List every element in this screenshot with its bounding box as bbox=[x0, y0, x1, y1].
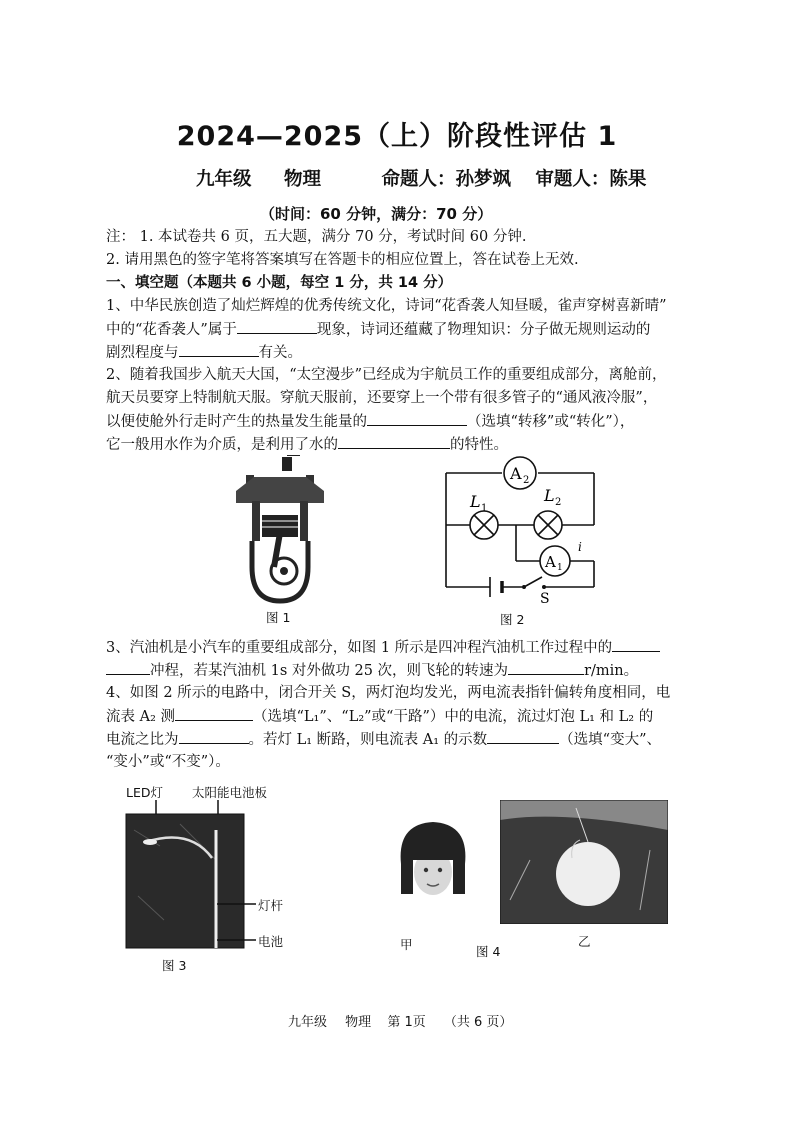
q1-line-1: 1、中华民族创造了灿烂辉煌的优秀传统文化，诗词“花香袭人知昼暖，雀声穿树喜新晴” bbox=[106, 298, 667, 314]
q1-text-b: 现象，诗词还蕴藏了物理知识：分子做无规则运动的 bbox=[316, 322, 651, 338]
q4-text-a: 流表 A₂ 测 bbox=[106, 709, 176, 725]
q3-line-2 bbox=[106, 660, 638, 681]
q4-text-b: （选填“L₁”、“L₂”或“干路”）中的电流，流过灯泡 L₁ 和 L₂ 的 bbox=[253, 709, 654, 725]
q4-text-d: 。若灯 L₁ 断路，则电流表 A₁ 的示数 bbox=[248, 732, 488, 748]
q4-line-4: “变小”或“不变”）。 bbox=[106, 754, 230, 770]
fig4-label-jia: 甲 bbox=[400, 937, 413, 952]
q3-text-c: r/min。 bbox=[584, 663, 639, 679]
current-label: i bbox=[578, 540, 582, 554]
answer-blank[interactable] bbox=[175, 706, 253, 721]
figure-1-caption: 图 1 bbox=[266, 610, 291, 625]
reviewer-label: 审题人：陈果 bbox=[535, 169, 647, 190]
figure-2-caption: 图 2 bbox=[500, 612, 525, 627]
cylinder-head bbox=[236, 477, 324, 503]
page-footer bbox=[288, 1011, 512, 1030]
note-line-1: 注： 1. 本试卷共 6 页，五大题，满分 70 分，考试时间 60 分钟. bbox=[106, 229, 527, 245]
figure-4-caption: 图 4 bbox=[476, 944, 501, 959]
q2-text-a: 以便使舱外行走时产生的热量发生能量的 bbox=[106, 414, 367, 430]
switch-s bbox=[524, 577, 542, 587]
q1-text-c: 剧烈程度与 bbox=[106, 345, 179, 361]
answer-blank[interactable] bbox=[508, 660, 584, 675]
figure-3-street-light bbox=[120, 800, 295, 952]
q2-line-2: 航天员要穿上特制航天服。穿航天服前，还要穿上一个带有很多管子的“通风液冷服”， bbox=[106, 390, 658, 406]
answer-blank[interactable] bbox=[179, 729, 249, 744]
ammeter-a1-sub: 1 bbox=[557, 563, 563, 573]
figure-2-circuit bbox=[440, 455, 600, 605]
exam-subtitle bbox=[196, 165, 646, 191]
lamp-l2-sub: 2 bbox=[555, 497, 562, 508]
setter-label: 命题人：孙梦飒 bbox=[381, 169, 511, 190]
footer-grade: 九年级 bbox=[288, 1015, 328, 1030]
answer-blank[interactable] bbox=[338, 434, 450, 449]
answer-blank[interactable] bbox=[612, 637, 660, 652]
answer-blank[interactable] bbox=[367, 411, 467, 426]
q4-text-c: 电流之比为 bbox=[106, 732, 179, 748]
footer-total: （共 6 页） bbox=[443, 1015, 513, 1030]
q1-text-d: 有关。 bbox=[258, 345, 302, 361]
q2-text-b: （选填“转移”或“转化”）， bbox=[467, 414, 635, 430]
answer-blank[interactable] bbox=[179, 342, 259, 357]
q2-line-3 bbox=[106, 411, 634, 432]
q4-line-1: 4、如图 2 所示的电路中，闭合开关 S，两灯泡均发光，两电流表指针偏转角度相同，电 bbox=[106, 685, 671, 701]
q1-text-a: 中的“花香袭人”属于 bbox=[106, 322, 237, 338]
night-sky-photo bbox=[126, 814, 244, 948]
exam-title: 2024—2025（上）阶段性评估 1 bbox=[176, 121, 618, 152]
q4-line-2 bbox=[106, 706, 653, 727]
q2-line-4 bbox=[106, 434, 508, 455]
ammeter-a1-label: A bbox=[545, 553, 556, 571]
grade-label: 九年级 bbox=[196, 169, 252, 190]
footer-subject: 物理 bbox=[345, 1015, 372, 1030]
subject-label: 物理 bbox=[283, 169, 321, 190]
figure-4-photo-jia bbox=[393, 818, 473, 908]
figure-4-photo-yi bbox=[500, 800, 668, 924]
figure-3-caption: 图 3 bbox=[162, 958, 187, 973]
q2-text-c: 它一般用水作为介质，是利用了水的 bbox=[106, 437, 338, 453]
fig4-label-yi: 乙 bbox=[578, 934, 591, 949]
q2-text-d: 的特性。 bbox=[450, 437, 508, 453]
lamp-l2-label: L bbox=[544, 486, 555, 505]
footer-page: 第 1页 bbox=[387, 1015, 426, 1030]
q3-text-b: 冲程，若某汽油机 1s 对外做功 25 次，则飞轮的转速为 bbox=[150, 663, 509, 679]
q1-line-2 bbox=[106, 319, 650, 340]
fig3-label-led: LED灯 bbox=[126, 785, 163, 800]
fig3-label-battery: 电池 bbox=[258, 934, 284, 949]
balloon bbox=[556, 842, 620, 906]
q4-text-e: （选填“变大”、 bbox=[559, 732, 661, 748]
answer-blank[interactable] bbox=[106, 660, 150, 675]
led-lamp bbox=[143, 839, 157, 845]
lamp-l1-label: L bbox=[470, 492, 481, 511]
fig3-label-pole: 灯杆 bbox=[258, 898, 284, 913]
spark-plug bbox=[282, 457, 292, 471]
switch-label: S bbox=[540, 591, 550, 605]
q3-line-1 bbox=[106, 637, 660, 658]
ammeter-a2-label: A bbox=[510, 464, 522, 483]
figure-1-engine bbox=[230, 455, 330, 605]
answer-blank[interactable] bbox=[487, 729, 559, 744]
q1-line-3 bbox=[106, 342, 302, 363]
q4-line-3 bbox=[106, 729, 661, 750]
fig3-label-panel: 太阳能电池板 bbox=[192, 785, 268, 800]
time-info: （时间：60 分钟，满分：70 分） bbox=[260, 205, 493, 223]
note-line-2: 2. 请用黑色的签字笔将答案填写在答题卡的相应位置上，答在试卷上无效. bbox=[106, 252, 579, 268]
lamp-l1-sub: 1 bbox=[481, 503, 488, 514]
ammeter-a2-sub: 2 bbox=[523, 475, 530, 486]
q3-text-a: 3、汽油机是小汽车的重要组成部分，如图 1 所示是四冲程汽油机工作过程中的 bbox=[106, 640, 613, 656]
section-1-heading: 一、填空题（本题共 6 小题，每空 1 分，共 14 分） bbox=[106, 275, 453, 291]
answer-blank[interactable] bbox=[237, 319, 317, 334]
q2-line-1: 2、随着我国步入航天大国，“太空漫步”已经成为宇航员工作的重要组成部分，离舱前， bbox=[106, 367, 667, 383]
